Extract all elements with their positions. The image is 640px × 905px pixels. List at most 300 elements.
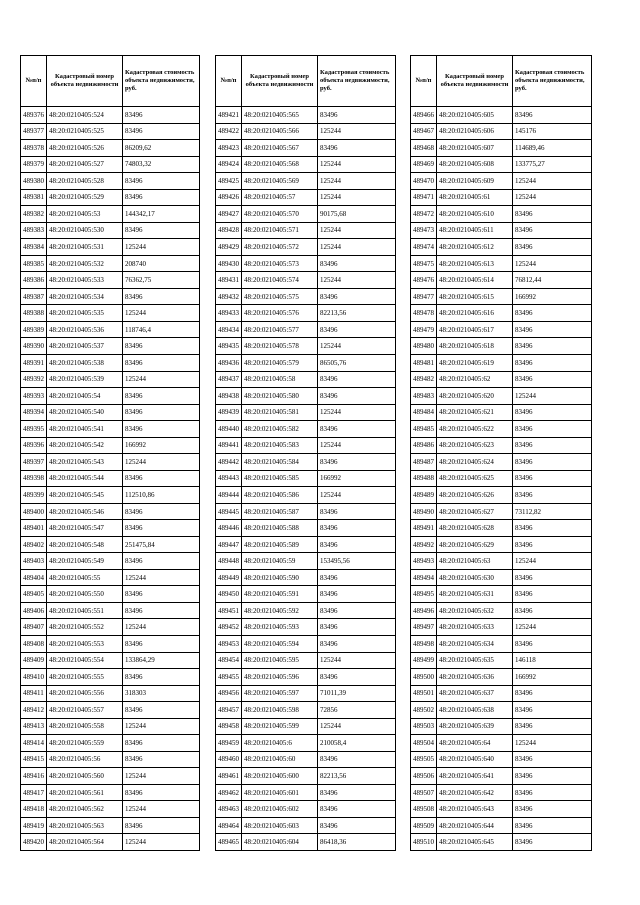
cadastral-value: 83496 xyxy=(513,569,592,586)
table-row xyxy=(21,437,200,454)
table-row xyxy=(411,768,592,785)
row-number: 489379 xyxy=(21,156,47,173)
cadastral-number: 48:20:0210405:617 xyxy=(437,321,513,338)
cadastral-number: 48:20:0210405:542 xyxy=(47,437,123,454)
cadastral-value: 83496 xyxy=(123,338,200,355)
row-number: 489383 xyxy=(21,222,47,239)
table-row xyxy=(216,801,396,818)
cadastral-value: 83496 xyxy=(123,354,200,371)
cadastral-value: 83496 xyxy=(318,421,396,438)
cadastral-number: 48:20:0210405:631 xyxy=(437,586,513,603)
row-number: 489489 xyxy=(411,487,437,504)
row-number: 489496 xyxy=(411,602,437,619)
row-number: 489441 xyxy=(216,437,242,454)
row-number: 489466 xyxy=(411,107,437,124)
table-row xyxy=(411,470,592,487)
table-row xyxy=(411,107,592,124)
table-row xyxy=(21,189,200,206)
cadastral-value: 125244 xyxy=(123,718,200,735)
table-row xyxy=(216,123,396,140)
row-number: 489475 xyxy=(411,255,437,272)
table-row xyxy=(411,404,592,421)
table-row xyxy=(411,784,592,801)
table-row xyxy=(216,536,396,553)
cadastral-number: 48:20:0210405:645 xyxy=(437,834,513,851)
row-number: 489404 xyxy=(21,569,47,586)
cadastral-number: 48:20:0210405:548 xyxy=(47,536,123,553)
row-number: 489472 xyxy=(411,206,437,223)
row-number: 489406 xyxy=(21,602,47,619)
cadastral-value: 83496 xyxy=(123,735,200,752)
cadastral-value: 83496 xyxy=(513,586,592,603)
row-number: 489377 xyxy=(21,123,47,140)
row-number: 489456 xyxy=(216,685,242,702)
table-row xyxy=(411,454,592,471)
row-number: 489423 xyxy=(216,140,242,157)
cadastral-value: 83496 xyxy=(513,206,592,223)
cadastral-value: 86209,62 xyxy=(123,140,200,157)
cadastral-number: 48:20:0210405:624 xyxy=(437,454,513,471)
row-number: 489470 xyxy=(411,173,437,190)
cadastral-number: 48:20:0210405:602 xyxy=(242,801,318,818)
row-number: 489446 xyxy=(216,520,242,537)
cadastral-value: 83496 xyxy=(318,586,396,603)
cadastral-number: 48:20:0210405:536 xyxy=(47,321,123,338)
cadastral-value: 83496 xyxy=(513,404,592,421)
row-number: 489425 xyxy=(216,173,242,190)
table-row xyxy=(21,602,200,619)
row-number: 489488 xyxy=(411,470,437,487)
cadastral-number: 48:20:0210405:642 xyxy=(437,784,513,801)
table-row xyxy=(21,239,200,256)
cadastral-value: 86505,76 xyxy=(318,354,396,371)
cadastral-number: 48:20:0210405:599 xyxy=(242,718,318,735)
cadastral-number: 48:20:0210405:529 xyxy=(47,189,123,206)
cadastral-value: 166992 xyxy=(123,437,200,454)
table-row xyxy=(21,222,200,239)
cadastral-number: 48:20:0210405:524 xyxy=(47,107,123,124)
cadastral-value: 83496 xyxy=(318,288,396,305)
cadastral-value: 125244 xyxy=(123,454,200,471)
cadastral-number: 48:20:0210405:561 xyxy=(47,784,123,801)
table-row xyxy=(411,338,592,355)
cadastral-number: 48:20:0210405:569 xyxy=(242,173,318,190)
cadastral-number: 48:20:0210405:633 xyxy=(437,619,513,636)
table-row xyxy=(411,751,592,768)
cadastral-value: 125244 xyxy=(318,487,396,504)
cadastral-value: 83496 xyxy=(513,305,592,322)
table-row xyxy=(411,735,592,752)
cadastral-number: 48:20:0210405:557 xyxy=(47,702,123,719)
table-row xyxy=(216,239,396,256)
cadastral-value: 83496 xyxy=(513,239,592,256)
cadastral-number: 48:20:0210405:603 xyxy=(242,817,318,834)
table-row xyxy=(21,636,200,653)
table-row xyxy=(21,801,200,818)
cadastral-value: 125244 xyxy=(513,189,592,206)
row-number: 489418 xyxy=(21,801,47,818)
table-row xyxy=(21,751,200,768)
table-row xyxy=(411,255,592,272)
table-row xyxy=(21,173,200,190)
table-row xyxy=(411,321,592,338)
row-number: 489468 xyxy=(411,140,437,157)
row-number: 489385 xyxy=(21,255,47,272)
table-row xyxy=(411,652,592,669)
table-row xyxy=(21,404,200,421)
cadastral-number: 48:20:0210405:615 xyxy=(437,288,513,305)
cadastral-value: 83496 xyxy=(513,470,592,487)
table-row xyxy=(216,718,396,735)
cadastral-number: 48:20:0210405:636 xyxy=(437,669,513,686)
cadastral-number: 48:20:0210405:533 xyxy=(47,272,123,289)
cadastral-number: 48:20:0210405:640 xyxy=(437,751,513,768)
table-row xyxy=(216,338,396,355)
cadastral-number: 48:20:0210405:541 xyxy=(47,421,123,438)
cadastral-value: 76362,75 xyxy=(123,272,200,289)
cadastral-number: 48:20:0210405:568 xyxy=(242,156,318,173)
row-number: 489432 xyxy=(216,288,242,305)
table-row xyxy=(216,354,396,371)
table-row xyxy=(21,569,200,586)
cadastral-value: 83496 xyxy=(318,801,396,818)
cadastral-value: 74803,32 xyxy=(123,156,200,173)
header-cadastral-number: Кадастровый номер объекта недвижимости xyxy=(47,56,123,107)
table-row xyxy=(411,206,592,223)
cadastral-value: 83496 xyxy=(123,669,200,686)
table-row xyxy=(21,817,200,834)
row-number: 489405 xyxy=(21,586,47,603)
cadastral-number: 48:20:0210405:630 xyxy=(437,569,513,586)
table-row xyxy=(21,107,200,124)
cadastral-number: 48:20:0210405:606 xyxy=(437,123,513,140)
cadastral-number: 48:20:0210405:608 xyxy=(437,156,513,173)
cadastral-value: 83496 xyxy=(318,371,396,388)
row-number: 489410 xyxy=(21,669,47,686)
table-row xyxy=(216,602,396,619)
cadastral-value: 208740 xyxy=(123,255,200,272)
cadastral-number: 48:20:0210405:637 xyxy=(437,685,513,702)
cadastral-value: 83496 xyxy=(513,702,592,719)
table-row xyxy=(411,503,592,520)
header-cadastral-number: Кадастровый номер объекта недвижимости xyxy=(242,56,318,107)
header-cadastral-value: Кадастровая стоимость объекта недвижимости, руб. xyxy=(123,56,200,107)
table-row xyxy=(216,735,396,752)
cadastral-value: 210058,4 xyxy=(318,735,396,752)
table-row xyxy=(21,520,200,537)
table-row xyxy=(216,321,396,338)
cadastral-number: 48:20:0210405:610 xyxy=(437,206,513,223)
row-number: 489448 xyxy=(216,553,242,570)
cadastral-number: 48:20:0210405:54 xyxy=(47,388,123,405)
cadastral-value: 153495,56 xyxy=(318,553,396,570)
row-number: 489414 xyxy=(21,735,47,752)
table-row xyxy=(216,586,396,603)
table-body xyxy=(216,107,396,851)
cadastral-number: 48:20:0210405:539 xyxy=(47,371,123,388)
header-cadastral-value: Кадастровая стоимость объекта недвижимости, руб. xyxy=(513,56,592,107)
table-row xyxy=(411,619,592,636)
cadastral-number: 48:20:0210405:639 xyxy=(437,718,513,735)
cadastral-value: 83496 xyxy=(318,388,396,405)
row-number: 489381 xyxy=(21,189,47,206)
row-number: 489390 xyxy=(21,338,47,355)
cadastral-number: 48:20:0210405:57 xyxy=(242,189,318,206)
cadastral-number: 48:20:0210405:578 xyxy=(242,338,318,355)
table-row xyxy=(411,239,592,256)
table-row xyxy=(21,206,200,223)
cadastral-value: 83496 xyxy=(123,123,200,140)
row-number: 489465 xyxy=(216,834,242,851)
cadastral-value: 83496 xyxy=(123,602,200,619)
cadastral-number: 48:20:0210405:583 xyxy=(242,437,318,454)
table-row xyxy=(411,586,592,603)
table-row xyxy=(216,371,396,388)
cadastral-number: 48:20:0210405:635 xyxy=(437,652,513,669)
table-row xyxy=(411,487,592,504)
cadastral-number: 48:20:0210405:554 xyxy=(47,652,123,669)
row-number: 489450 xyxy=(216,586,242,603)
cadastral-number: 48:20:0210405:527 xyxy=(47,156,123,173)
cadastral-number: 48:20:0210405:625 xyxy=(437,470,513,487)
row-number: 489473 xyxy=(411,222,437,239)
row-number: 489494 xyxy=(411,569,437,586)
table-row xyxy=(411,553,592,570)
cadastral-number: 48:20:0210405:613 xyxy=(437,255,513,272)
cadastral-value: 83496 xyxy=(513,751,592,768)
table-row xyxy=(216,619,396,636)
table-row xyxy=(216,669,396,686)
cadastral-value: 125244 xyxy=(318,718,396,735)
table-row xyxy=(216,636,396,653)
table-row xyxy=(216,520,396,537)
table-row xyxy=(216,751,396,768)
cadastral-number: 48:20:0210405:612 xyxy=(437,239,513,256)
cadastral-number: 48:20:0210405:535 xyxy=(47,305,123,322)
cadastral-value: 125244 xyxy=(123,239,200,256)
cadastral-number: 48:20:0210405:538 xyxy=(47,354,123,371)
row-number: 489504 xyxy=(411,735,437,752)
cadastral-value: 166992 xyxy=(513,669,592,686)
row-number: 489508 xyxy=(411,801,437,818)
cadastral-value: 83496 xyxy=(513,801,592,818)
table-body xyxy=(21,107,200,851)
header-row xyxy=(216,56,396,107)
cadastral-value: 83496 xyxy=(513,421,592,438)
table-row xyxy=(21,718,200,735)
table-row xyxy=(21,784,200,801)
cadastral-number: 48:20:0210405:581 xyxy=(242,404,318,421)
cadastral-number: 48:20:0210405:591 xyxy=(242,586,318,603)
cadastral-value: 83496 xyxy=(513,354,592,371)
cadastral-number: 48:20:0210405:63 xyxy=(437,553,513,570)
table-row xyxy=(411,718,592,735)
cadastral-number: 48:20:0210405:560 xyxy=(47,768,123,785)
cadastral-value: 125244 xyxy=(318,156,396,173)
cadastral-value: 83496 xyxy=(123,421,200,438)
cadastral-number: 48:20:0210405:525 xyxy=(47,123,123,140)
row-number: 489510 xyxy=(411,834,437,851)
cadastral-value: 125244 xyxy=(123,305,200,322)
table-row xyxy=(216,437,396,454)
row-number: 489396 xyxy=(21,437,47,454)
cadastral-number: 48:20:0210405:566 xyxy=(242,123,318,140)
cadastral-number: 48:20:0210405:607 xyxy=(437,140,513,157)
cadastral-number: 48:20:0210405:543 xyxy=(47,454,123,471)
cadastral-value: 83496 xyxy=(123,636,200,653)
row-number: 489447 xyxy=(216,536,242,553)
cadastral-number: 48:20:0210405:562 xyxy=(47,801,123,818)
table-row xyxy=(21,619,200,636)
table-row xyxy=(216,173,396,190)
cadastral-value: 125244 xyxy=(318,239,396,256)
cadastral-number: 48:20:0210405:632 xyxy=(437,602,513,619)
table-row xyxy=(21,702,200,719)
table-row xyxy=(21,586,200,603)
row-number: 489509 xyxy=(411,817,437,834)
row-number: 489407 xyxy=(21,619,47,636)
table-row xyxy=(411,140,592,157)
row-number: 489419 xyxy=(21,817,47,834)
cadastral-value: 83496 xyxy=(318,536,396,553)
cadastral-value: 125244 xyxy=(318,123,396,140)
row-number: 489483 xyxy=(411,388,437,405)
cadastral-value: 83496 xyxy=(513,817,592,834)
cadastral-number: 48:20:0210405:62 xyxy=(437,371,513,388)
row-number: 489481 xyxy=(411,354,437,371)
row-number: 489484 xyxy=(411,404,437,421)
cadastral-value: 83496 xyxy=(123,388,200,405)
row-number: 489492 xyxy=(411,536,437,553)
row-number: 489491 xyxy=(411,520,437,537)
cadastral-number: 48:20:0210405:59 xyxy=(242,553,318,570)
table-row xyxy=(411,305,592,322)
cadastral-number: 48:20:0210405:58 xyxy=(242,371,318,388)
cadastral-number: 48:20:0210405:61 xyxy=(437,189,513,206)
table-row xyxy=(216,288,396,305)
cadastral-value: 83496 xyxy=(318,107,396,124)
cadastral-number: 48:20:0210405:577 xyxy=(242,321,318,338)
cadastral-value: 83496 xyxy=(513,536,592,553)
table-row xyxy=(411,272,592,289)
cadastral-value: 125244 xyxy=(513,553,592,570)
table-row xyxy=(21,388,200,405)
cadastral-value: 83496 xyxy=(318,454,396,471)
cadastral-value: 166992 xyxy=(513,288,592,305)
cadastral-number: 48:20:0210405:594 xyxy=(242,636,318,653)
cadastral-number: 48:20:0210405:595 xyxy=(242,652,318,669)
table-row xyxy=(21,768,200,785)
table-row xyxy=(411,801,592,818)
header-num: №п/п xyxy=(411,56,437,107)
cadastral-number: 48:20:0210405:628 xyxy=(437,520,513,537)
row-number: 489408 xyxy=(21,636,47,653)
cadastral-number: 48:20:0210405:556 xyxy=(47,685,123,702)
cadastral-number: 48:20:0210405:621 xyxy=(437,404,513,421)
cadastral-number: 48:20:0210405:532 xyxy=(47,255,123,272)
table-row xyxy=(21,338,200,355)
row-number: 489490 xyxy=(411,503,437,520)
table-row xyxy=(21,834,200,851)
cadastral-number: 48:20:0210405:590 xyxy=(242,569,318,586)
cadastral-number: 48:20:0210405:588 xyxy=(242,520,318,537)
cadastral-number: 48:20:0210405:570 xyxy=(242,206,318,223)
table-row xyxy=(411,636,592,653)
row-number: 489444 xyxy=(216,487,242,504)
cadastral-value: 83496 xyxy=(123,751,200,768)
cadastral-value: 83496 xyxy=(318,602,396,619)
table-row xyxy=(216,702,396,719)
cadastral-number: 48:20:0210405:579 xyxy=(242,354,318,371)
row-number: 489463 xyxy=(216,801,242,818)
cadastral-number: 48:20:0210405:56 xyxy=(47,751,123,768)
cadastral-number: 48:20:0210405:6 xyxy=(242,735,318,752)
cadastral-value: 125244 xyxy=(318,222,396,239)
cadastral-value: 83496 xyxy=(123,189,200,206)
row-number: 489493 xyxy=(411,553,437,570)
row-number: 489387 xyxy=(21,288,47,305)
cadastral-value: 83496 xyxy=(123,586,200,603)
cadastral-number: 48:20:0210405:540 xyxy=(47,404,123,421)
row-number: 489438 xyxy=(216,388,242,405)
cadastral-number: 48:20:0210405:53 xyxy=(47,206,123,223)
table-row xyxy=(216,470,396,487)
row-number: 489386 xyxy=(21,272,47,289)
row-number: 489502 xyxy=(411,702,437,719)
cadastral-number: 48:20:0210405:598 xyxy=(242,702,318,719)
cadastral-number: 48:20:0210405:550 xyxy=(47,586,123,603)
cadastral-value: 125244 xyxy=(318,173,396,190)
table-row xyxy=(216,768,396,785)
cadastral-number: 48:20:0210405:620 xyxy=(437,388,513,405)
row-number: 489421 xyxy=(216,107,242,124)
cadastral-value: 83496 xyxy=(123,173,200,190)
table-row xyxy=(21,421,200,438)
table-row xyxy=(21,156,200,173)
cadastral-number: 48:20:0210405:586 xyxy=(242,487,318,504)
cadastral-value: 83496 xyxy=(513,321,592,338)
row-number: 489476 xyxy=(411,272,437,289)
row-number: 489478 xyxy=(411,305,437,322)
row-number: 489403 xyxy=(21,553,47,570)
cadastral-number: 48:20:0210405:623 xyxy=(437,437,513,454)
cadastral-number: 48:20:0210405:565 xyxy=(242,107,318,124)
cadastral-value: 83496 xyxy=(123,817,200,834)
cadastral-number: 48:20:0210405:629 xyxy=(437,536,513,553)
header-num: №п/п xyxy=(216,56,242,107)
row-number: 489417 xyxy=(21,784,47,801)
table-row xyxy=(411,371,592,388)
cadastral-number: 48:20:0210405:585 xyxy=(242,470,318,487)
cadastral-value: 125244 xyxy=(318,652,396,669)
cadastral-value: 125244 xyxy=(318,272,396,289)
table-row xyxy=(216,107,396,124)
cadastral-value: 118746,4 xyxy=(123,321,200,338)
cadastral-value: 83496 xyxy=(318,751,396,768)
table-row xyxy=(21,140,200,157)
cadastral-value: 83496 xyxy=(318,784,396,801)
row-number: 489453 xyxy=(216,636,242,653)
cadastral-number: 48:20:0210405:530 xyxy=(47,222,123,239)
row-number: 489436 xyxy=(216,354,242,371)
table-row xyxy=(21,371,200,388)
table-row xyxy=(21,470,200,487)
row-number: 489482 xyxy=(411,371,437,388)
row-number: 489394 xyxy=(21,404,47,421)
table-row xyxy=(216,685,396,702)
row-number: 489411 xyxy=(21,685,47,702)
cadastral-value: 125244 xyxy=(318,404,396,421)
